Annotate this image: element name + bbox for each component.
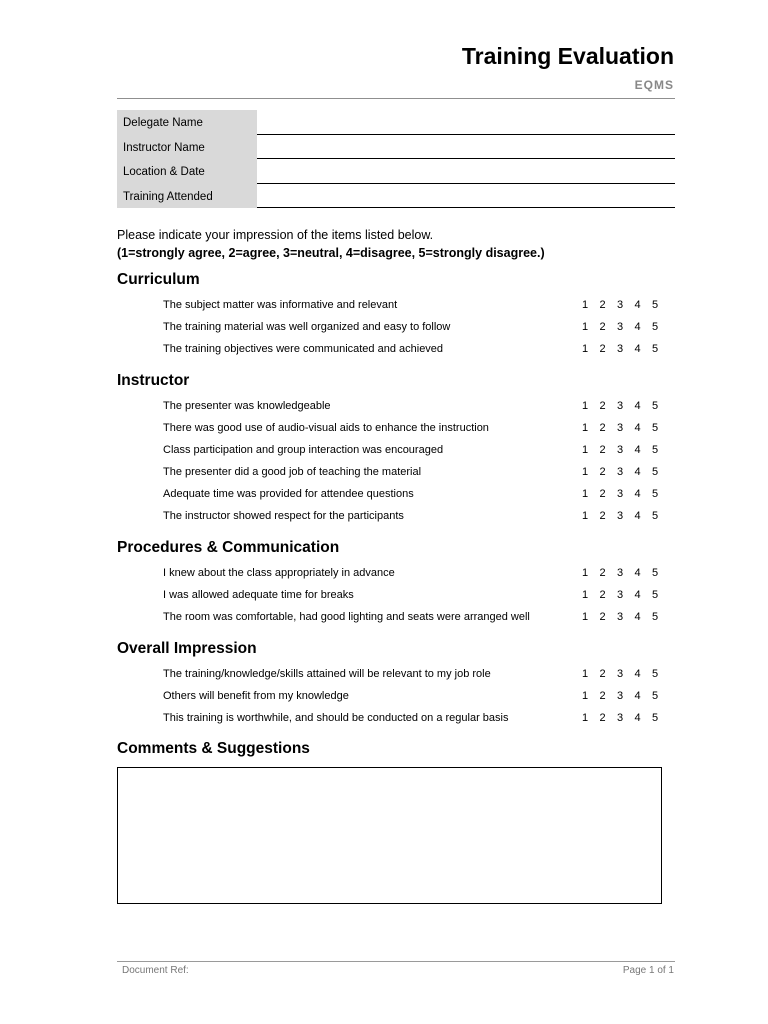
rating-option[interactable]: 4: [634, 299, 641, 311]
page-title: Training Evaluation: [461, 43, 674, 69]
rating-option[interactable]: 5: [651, 321, 659, 333]
question-text: The instructor showed respect for the participants: [163, 510, 404, 522]
question-row: [163, 586, 658, 604]
rating-option[interactable]: 1: [581, 400, 589, 412]
question-text: The training/knowledge/skills attained will be relevant to my job role: [163, 668, 491, 680]
rating-option[interactable]: 3: [616, 567, 624, 579]
rating-option[interactable]: 1: [581, 444, 589, 456]
rating-option[interactable]: 4: [634, 589, 641, 601]
rating-option[interactable]: 4: [634, 567, 641, 579]
rating-option[interactable]: 3: [616, 690, 624, 702]
rating-options: [581, 507, 659, 525]
rating-options: [581, 608, 659, 626]
rating-option[interactable]: 3: [616, 444, 624, 456]
rating-option[interactable]: 3: [616, 321, 624, 333]
rating-option[interactable]: 2: [599, 321, 606, 333]
rating-options: [581, 419, 659, 437]
rating-options: [581, 296, 659, 314]
rating-options: [581, 485, 659, 503]
rating-option[interactable]: 1: [581, 488, 589, 500]
question-text: I was allowed adequate time for breaks: [163, 589, 354, 601]
rating-option[interactable]: 5: [651, 488, 659, 500]
rating-option[interactable]: 4: [634, 690, 641, 702]
rating-option[interactable]: 2: [599, 422, 606, 434]
rating-option[interactable]: 2: [599, 589, 606, 601]
rating-option[interactable]: 1: [581, 321, 589, 333]
rating-option[interactable]: 5: [651, 668, 659, 680]
question-row: [163, 397, 658, 415]
rating-option[interactable]: 1: [581, 567, 589, 579]
rating-option[interactable]: 3: [616, 299, 624, 311]
info-label: Instructor Name: [117, 135, 257, 160]
question-text: The subject matter was informative and relevant: [163, 299, 398, 311]
rating-option[interactable]: 3: [616, 343, 624, 355]
rating-scale-legend: (1=strongly agree, 2=agree, 3=neutral, 4=disagree, 5=strongly disagree.): [117, 246, 545, 260]
question-text: This training is worthwhile, and should be conducted on a regular basis: [163, 712, 509, 724]
section-title: Curriculum: [117, 271, 200, 288]
rating-option[interactable]: 3: [616, 510, 624, 522]
question-row: [163, 665, 658, 683]
info-label: Location & Date: [117, 159, 257, 184]
rating-option[interactable]: 2: [599, 343, 606, 355]
question-text: The training material was well organized and easy to follow: [163, 321, 451, 333]
info-row-training: [117, 184, 675, 209]
question-text: Others will benefit from my knowledge: [163, 690, 349, 702]
rating-option[interactable]: 5: [651, 299, 659, 311]
question-row: [163, 340, 658, 358]
section-title: Instructor: [117, 372, 190, 389]
rating-option[interactable]: 2: [599, 400, 606, 412]
rating-option[interactable]: 2: [599, 567, 606, 579]
rating-option[interactable]: 2: [599, 611, 606, 623]
section-title: Procedures & Communication: [117, 539, 340, 556]
rating-option[interactable]: 3: [616, 422, 624, 434]
info-row-instructor: [117, 135, 675, 160]
rating-option[interactable]: 3: [616, 611, 624, 623]
rating-option[interactable]: 1: [581, 611, 589, 623]
rating-option[interactable]: 2: [599, 712, 606, 724]
rating-option[interactable]: 2: [599, 444, 606, 456]
rating-option[interactable]: 4: [634, 343, 641, 355]
info-row-delegate: [117, 110, 675, 135]
rating-option[interactable]: 1: [581, 466, 589, 478]
rating-options: [581, 564, 659, 582]
question-row: [163, 709, 658, 727]
page-subtitle: EQMS: [634, 78, 674, 92]
rating-option[interactable]: 1: [581, 510, 589, 522]
rating-option[interactable]: 4: [634, 488, 641, 500]
question-row: [163, 441, 658, 459]
rating-option[interactable]: 5: [651, 589, 659, 601]
rating-option[interactable]: 3: [616, 400, 624, 412]
rating-option[interactable]: 3: [616, 668, 624, 680]
rating-options: [581, 318, 659, 336]
rating-option[interactable]: 1: [581, 712, 589, 724]
rating-option[interactable]: 3: [616, 712, 624, 724]
rating-options: [581, 397, 659, 415]
rating-options: [581, 687, 659, 705]
rating-option[interactable]: 5: [651, 422, 659, 434]
rating-options: [581, 441, 659, 459]
question-text: The training objectives were communicated and achieved: [163, 343, 444, 355]
rating-option[interactable]: 4: [634, 510, 641, 522]
question-row: [163, 687, 658, 705]
rating-option[interactable]: 1: [581, 343, 589, 355]
info-label: Delegate Name: [117, 110, 257, 135]
rating-option[interactable]: 5: [651, 567, 659, 579]
header-divider: [117, 98, 675, 99]
training-attended-field[interactable]: [257, 207, 675, 208]
rating-option[interactable]: 4: [634, 712, 641, 724]
footer-document-ref: Document Ref:: [122, 965, 189, 976]
rating-option[interactable]: 4: [634, 400, 641, 412]
question-row: [163, 507, 658, 525]
rating-option[interactable]: 1: [581, 668, 589, 680]
question-row: [163, 296, 658, 314]
question-text: Class participation and group interaction was encouraged: [163, 444, 444, 456]
rating-option[interactable]: 2: [599, 668, 606, 680]
rating-option[interactable]: 5: [651, 510, 659, 522]
question-text: I knew about the class appropriately in advance: [163, 567, 395, 579]
rating-options: [581, 463, 659, 481]
rating-options: [581, 586, 659, 604]
rating-options: [581, 340, 659, 358]
rating-option[interactable]: 4: [634, 668, 641, 680]
rating-option[interactable]: 5: [651, 611, 659, 623]
rating-option[interactable]: 4: [634, 466, 641, 478]
rating-option[interactable]: 2: [599, 466, 606, 478]
question-text: There was good use of audio-visual aids to enhance the instruction: [163, 422, 489, 434]
comments-box[interactable]: [117, 767, 662, 904]
question-text: The presenter was knowledgeable: [163, 400, 331, 412]
question-text: The presenter did a good job of teaching the material: [163, 466, 422, 478]
rating-option[interactable]: 1: [581, 299, 589, 311]
rating-option[interactable]: 2: [599, 299, 606, 311]
rating-option[interactable]: 4: [634, 321, 641, 333]
question-text: The room was comfortable, had good lighting and seats were arranged well: [163, 611, 530, 623]
footer-page-number: Page 1 of 1: [622, 965, 674, 976]
rating-option[interactable]: 3: [616, 466, 624, 478]
info-table: [117, 110, 675, 208]
section-title: Overall Impression: [117, 640, 257, 657]
intro-line: Please indicate your impression of the items listed below.: [117, 228, 434, 242]
rating-option[interactable]: 5: [651, 343, 659, 355]
rating-option[interactable]: 2: [599, 690, 606, 702]
question-row: [163, 608, 658, 626]
footer-divider: [117, 961, 675, 962]
rating-option[interactable]: 1: [581, 589, 589, 601]
rating-option[interactable]: 4: [634, 444, 641, 456]
rating-options: [581, 709, 659, 727]
rating-option[interactable]: 1: [581, 690, 589, 702]
question-row: [163, 318, 658, 336]
info-label: Training Attended: [117, 184, 257, 209]
rating-option[interactable]: 5: [651, 444, 659, 456]
info-row-location: [117, 159, 675, 184]
rating-option[interactable]: 5: [651, 712, 659, 724]
rating-option[interactable]: 4: [634, 422, 641, 434]
rating-option[interactable]: 3: [616, 589, 624, 601]
question-row: [163, 463, 658, 481]
question-row: [163, 564, 658, 582]
question-row: [163, 485, 658, 503]
rating-option[interactable]: 5: [651, 466, 659, 478]
rating-option[interactable]: 5: [651, 690, 659, 702]
rating-option[interactable]: 5: [651, 400, 659, 412]
rating-option[interactable]: 4: [634, 611, 641, 623]
rating-option[interactable]: 3: [616, 488, 624, 500]
question-row: [163, 419, 658, 437]
rating-option[interactable]: 2: [599, 510, 606, 522]
rating-option[interactable]: 1: [581, 422, 589, 434]
rating-option[interactable]: 2: [599, 488, 606, 500]
question-text: Adequate time was provided for attendee questions: [163, 488, 414, 500]
comments-title: Comments & Suggestions: [117, 740, 310, 757]
rating-options: [581, 665, 659, 683]
intro-text: [117, 226, 545, 262]
